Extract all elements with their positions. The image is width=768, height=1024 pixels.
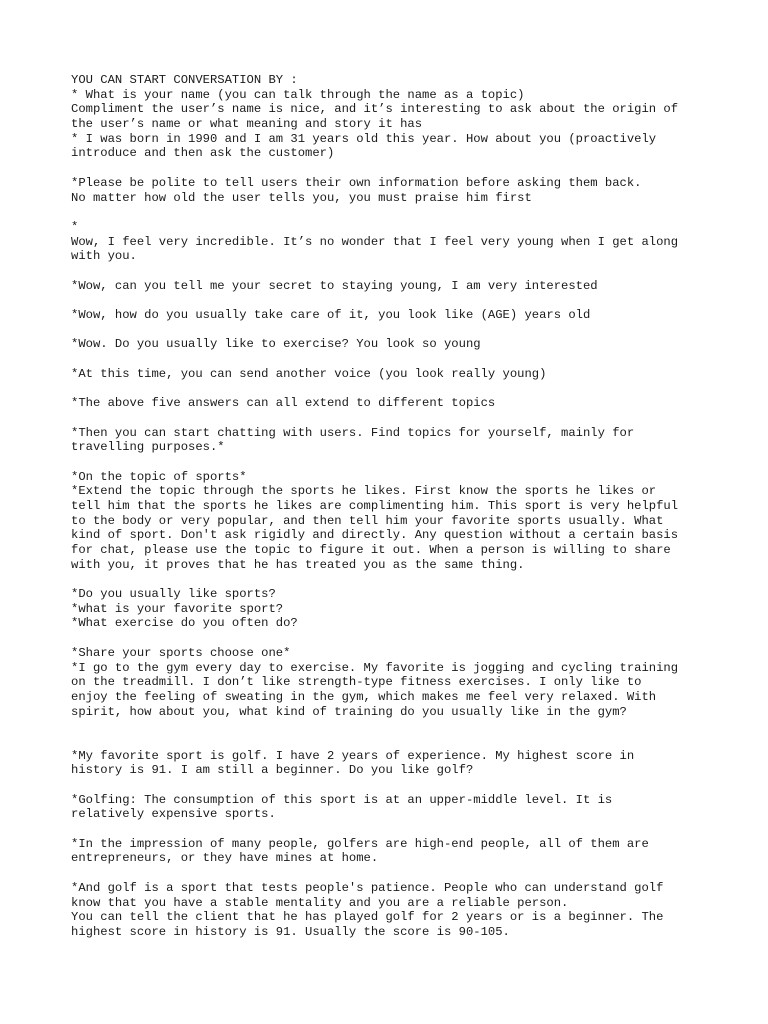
blank-line xyxy=(71,572,711,587)
blank-line xyxy=(71,264,711,279)
blank-line xyxy=(71,719,711,734)
text-line: *what is your favorite sport? xyxy=(71,601,284,616)
text-line: highest score in history is 91. Usually the score is 90-105. xyxy=(71,924,510,939)
text-line: *The above five answers can all extend to different topics xyxy=(71,396,496,411)
text-line: *Then you can start chatting with users. Find topics for yourself, mainly for xyxy=(71,425,635,440)
blank-line xyxy=(71,734,711,749)
document-text-block xyxy=(71,73,711,940)
text-line: *Wow. Do you usually like to exercise? You look so young xyxy=(71,337,481,352)
text-line: *Wow, can you tell me your secret to staying young, I am very interested xyxy=(71,278,598,293)
text-line: travelling purposes.* xyxy=(71,440,225,455)
text-line: entrepreneurs, or they have mines at home. xyxy=(71,851,379,866)
text-line: with you, it proves that he has treated you as the same thing. xyxy=(71,557,525,572)
text-line: * xyxy=(71,219,79,234)
text-line: Wow, I feel very incredible. It’s no wonder that I feel very young when I get along xyxy=(71,234,679,249)
blank-line xyxy=(71,352,711,367)
text-line: You can tell the client that he has played golf for 2 years or is a beginner. The xyxy=(71,910,664,925)
blank-line xyxy=(71,866,711,881)
text-line: *I go to the gym every day to exercise. My favorite is jogging and cycling training xyxy=(71,660,679,675)
text-line: kind of sport. Don't ask rigidly and directly. Any question without a certain basis xyxy=(71,528,679,543)
text-line: *Wow, how do you usually take care of it, you look like (AGE) years old xyxy=(71,308,591,322)
text-line: know that you have a stable mentality and you are a reliable person. xyxy=(71,895,569,910)
text-line: with you. xyxy=(71,249,137,264)
blank-line xyxy=(71,381,711,396)
text-line: *Golfing: The consumption of this sport is at an upper-middle level. It is xyxy=(71,792,613,807)
blank-line xyxy=(71,631,711,646)
text-line: tell him that the sports he likes are complimenting him. This sport is very helpful xyxy=(71,498,679,513)
text-line: *Do you usually like sports? xyxy=(71,587,276,602)
blank-line xyxy=(71,411,711,426)
text-line: *Please be polite to tell users their own information before asking them back. xyxy=(71,175,642,190)
text-line: *What exercise do you often do? xyxy=(71,616,298,631)
text-line: * I was born in 1990 and I am 31 years old this year. How about you (proactively xyxy=(71,131,657,146)
text-line: enjoy the feeling of sweating in the gym, which makes me feel very relaxed. With xyxy=(71,689,657,704)
text-line: for chat, please use the topic to figure it out. When a person is willing to share xyxy=(71,543,671,557)
blank-line xyxy=(71,293,711,308)
text-line: *In the impression of many people, golfers are high-end people, all of them are xyxy=(71,836,649,851)
text-line: No matter how old the user tells you, you must praise him first xyxy=(71,190,532,205)
blank-line xyxy=(71,323,711,338)
text-line: *And golf is a sport that tests people's patience. People who can understand golf xyxy=(71,880,664,895)
text-line: * What is your name (you can talk through the name as a topic) xyxy=(71,87,525,102)
text-line: *Extend the topic through the sports he likes. First know the sports he likes or xyxy=(71,484,657,499)
text-line: *At this time, you can send another voice (you look really young) xyxy=(71,366,547,381)
text-line: the user’s name or what meaning and story it has xyxy=(71,117,423,132)
text-line: history is 91. I am still a beginner. Do you like golf? xyxy=(71,763,474,778)
blank-line xyxy=(71,205,711,220)
blank-line xyxy=(71,455,711,470)
blank-line xyxy=(71,161,711,176)
text-line: *On the topic of sports* xyxy=(71,469,247,484)
blank-line xyxy=(71,778,711,793)
text-line: Compliment the user’s name is nice, and it’s interesting to ask about the origin of xyxy=(71,102,679,117)
text-line: relatively expensive sports. xyxy=(71,807,276,822)
text-line: *My favorite sport is golf. I have 2 years of experience. My highest score in xyxy=(71,748,635,763)
text-line: spirit, how about you, what kind of training do you usually like in the gym? xyxy=(71,704,627,719)
text-line: introduce and then ask the customer) xyxy=(71,146,335,161)
text-line: to the body or very popular, and then tell him your favorite sports usually. What xyxy=(71,513,664,528)
text-line: *Share your sports choose one* xyxy=(71,645,291,660)
text-line: on the treadmill. I don’t like strength-type fitness exercises. I only like to xyxy=(71,675,642,690)
blank-line xyxy=(71,822,711,837)
text-line: YOU CAN START CONVERSATION BY : xyxy=(71,73,298,87)
